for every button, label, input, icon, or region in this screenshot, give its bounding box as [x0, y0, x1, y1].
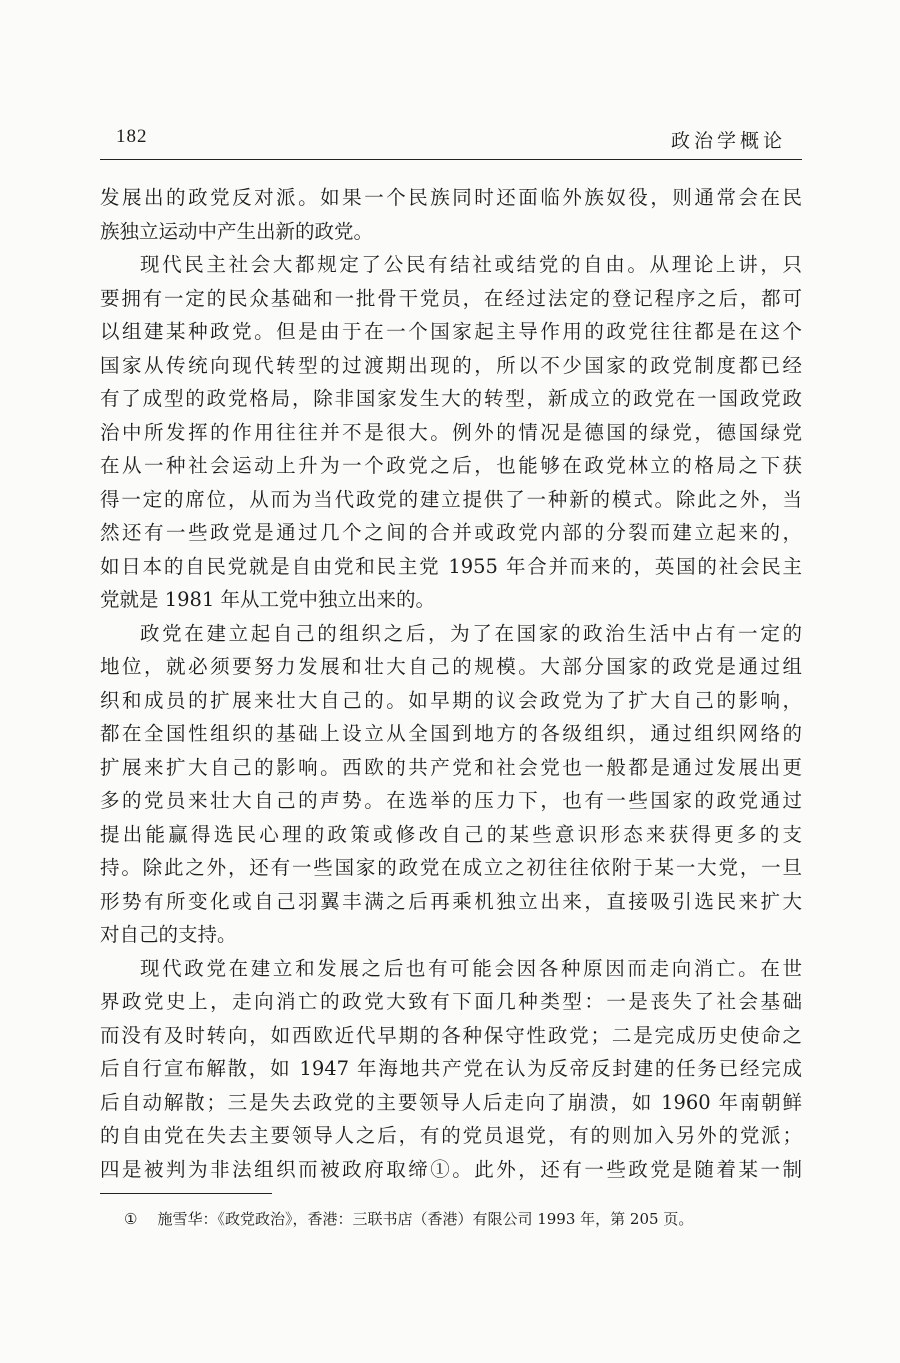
page-number: 182	[116, 126, 148, 147]
text-line: 持。除此之外，还有一些国家的政党在成立之初往往依附于某一大党，一旦	[100, 856, 802, 879]
text-line: 现代民主社会大都规定了公民有结社或结党的自由。从理论上讲，只	[140, 253, 802, 276]
body-text	[100, 181, 802, 1186]
footnote-mark: ①	[124, 1210, 138, 1228]
text-line: 发展出的政党反对派。如果一个民族同时还面临外族奴役，则通常会在民	[100, 186, 802, 209]
text-line: 治中所发挥的作用往往并不是很大。例外的情况是德国的绿党，德国绿党	[100, 420, 802, 444]
header-rule	[100, 159, 802, 160]
text-line: 族独立运动中产生出新的政党。	[100, 219, 374, 243]
text-line: 后自行宣布解散，如 1947 年海地共产党在认为反帝反封建的任务已经完成	[100, 1057, 802, 1080]
page-header	[100, 126, 802, 160]
text-line: 党就是 1981 年从工党中独立出来的。	[100, 588, 436, 611]
footnote-rule	[100, 1193, 272, 1194]
text-line: 在从一种社会运动上升为一个政党之后，也能够在政党林立的格局之下获	[100, 454, 802, 477]
text-line: 都在全国性组织的基础上设立从全国到地方的各级组织，通过组织网络的	[100, 722, 802, 745]
footnote	[124, 1207, 693, 1231]
text-line: 得一定的席位，从而为当代政党的建立提供了一种新的模式。除此之外，当	[100, 487, 802, 511]
text-line: 要拥有一定的民众基础和一批骨干党员，在经过法定的登记程序之后，都可	[100, 286, 802, 310]
text-line: 的自由党在失去主要领导人之后，有的党员退党，有的则加入另外的党派；	[100, 1124, 802, 1147]
text-line: 国家从传统向现代转型的过渡期出现的，所以不少国家的政党制度都已经	[100, 353, 802, 377]
text-line: 扩展来扩大自己的影响。西欧的共产党和社会党也一般都是通过发展出更	[100, 755, 802, 779]
text-line: 然还有一些政党是通过几个之间的合并或政党内部的分裂而建立起来的，	[100, 521, 802, 544]
text-line: 有了成型的政党格局，除非国家发生大的转型，新成立的政党在一国政党政	[100, 387, 802, 410]
text-line: 形势有所变化或自己羽翼丰满之后再乘机独立出来，直接吸引选民来扩大	[100, 889, 802, 913]
text-line: 现代政党在建立和发展之后也有可能会因各种原因而走向消亡。在世	[140, 956, 802, 980]
text-line: 如日本的自民党就是自由党和民主党 1955 年合并而来的，英国的社会民主	[100, 554, 802, 578]
text-line: 多的党员来壮大自己的声势。在选举的压力下，也有一些国家的政党通过	[100, 789, 802, 812]
footnote-text: 施雪华：《政党政治》，香港：三联书店（香港）有限公司 1993 年，第 205 页。	[157, 1210, 694, 1228]
text-line: 织和成员的扩展来壮大自己的。如早期的议会政党为了扩大自己的影响，	[100, 688, 802, 712]
text-line: 地位，就必须要努力发展和壮大自己的规模。大部分国家的政党是通过组	[100, 655, 802, 678]
text-line: 四是被判为非法组织而被政府取缔①。此外，还有一些政党是随着某一制	[100, 1157, 802, 1181]
text-line: 而没有及时转向，如西欧近代早期的各种保守性政党；二是完成历史使命之	[100, 1023, 802, 1047]
text-line: 提出能赢得选民心理的政策或修改自己的某些意识形态来获得更多的支	[100, 822, 802, 846]
text-line: 政党在建立起自己的组织之后，为了在国家的政治生活中占有一定的	[140, 621, 802, 645]
text-line: 以组建某种政党。但是由于在一个国家起主导作用的政党往往都是在这个	[100, 320, 802, 343]
text-line: 后自动解散；三是失去政党的主要领导人后走向了崩溃，如 1960 年南朝鲜	[100, 1090, 802, 1114]
text-line: 界政党史上，走向消亡的政党大致有下面几种类型：一是丧失了社会基础	[100, 990, 802, 1013]
text-line: 对自己的支持。	[100, 923, 237, 946]
running-title: 政治学概论	[670, 130, 786, 152]
